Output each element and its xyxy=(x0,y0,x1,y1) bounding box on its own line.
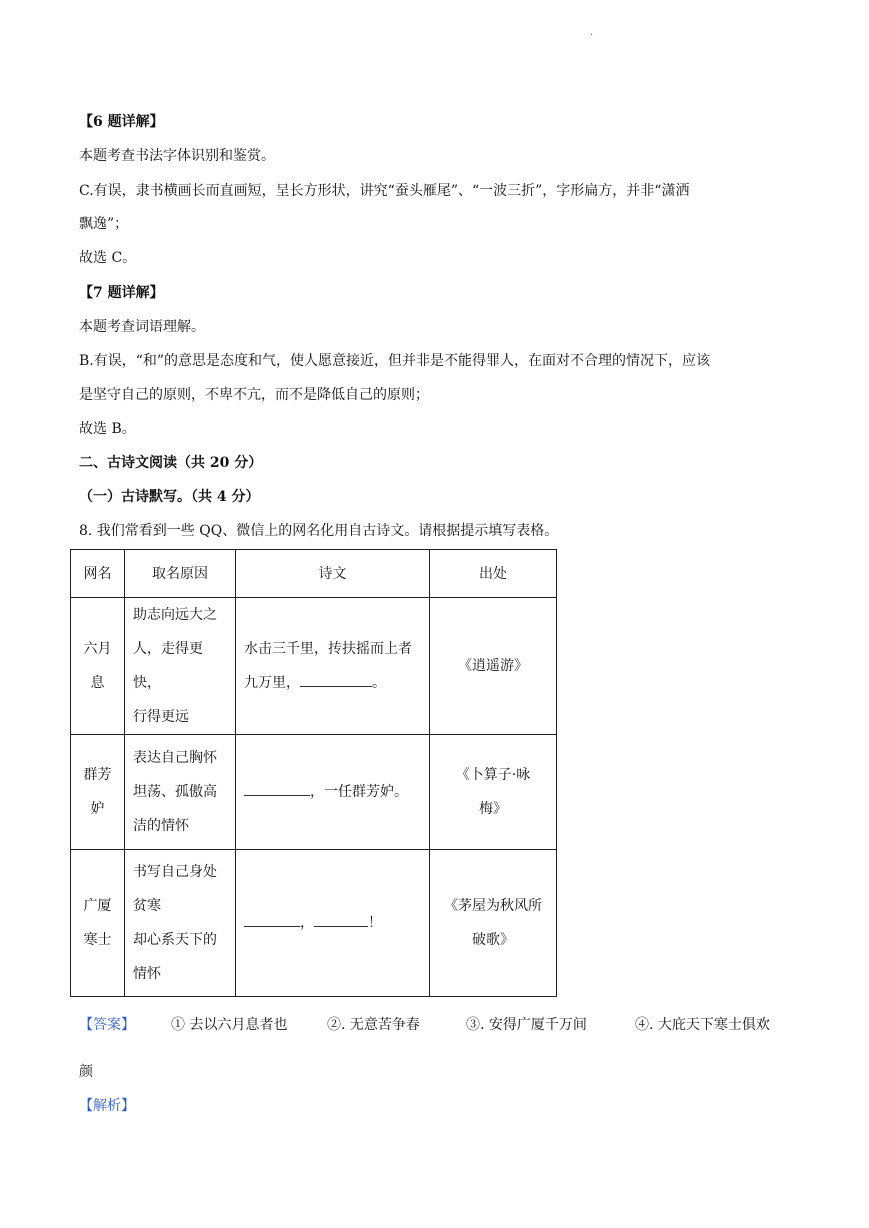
poem-table xyxy=(70,549,557,997)
q7-analysis-line1: B.有误，“和”的意思是态度和气，使人愿意接近，但并非是不能得罪人，在面对不合理的情况下，应该 xyxy=(79,353,711,369)
row2-name: 群芳 妒 xyxy=(71,735,125,850)
table-row xyxy=(71,598,557,735)
row1-name: 六月 息 xyxy=(71,598,125,735)
subsection1-title: （一）古诗默写。（共 4 分） xyxy=(79,489,260,505)
answer-item-3: ③. 安得广厦千万间 xyxy=(466,1017,587,1033)
q6-analysis-line2: 飘逸”； xyxy=(79,216,129,232)
q7-analysis-line2: 是坚守自己的原则，不卑不亢，而不是降低自己的原则； xyxy=(79,387,429,403)
q6-analysis-line1: C.有误，隶书横画长而直画短，呈长方形状，讲究“蚕头雁尾”、“一波三折”，字形扁方，并非“潇洒 xyxy=(79,183,690,199)
row1-reason: 助志向远大之 人，走得更快， 行得更远 xyxy=(125,598,236,735)
q7-intro: 本题考查词语理解。 xyxy=(79,319,205,335)
answer-item-1: ① 去以六月息者也 xyxy=(171,1017,288,1033)
header-cell-poem: 诗文 xyxy=(236,550,430,598)
row3-name: 广厦 寒士 xyxy=(71,850,125,997)
answer-blank[interactable] xyxy=(244,781,310,796)
row2-poem: ，一任群芳妒。 xyxy=(236,735,430,850)
q6-intro: 本题考查书法字体识别和鉴赏。 xyxy=(79,148,275,164)
row3-poem: ， ！ xyxy=(236,850,430,997)
header-cell-reason: 取名原因 xyxy=(125,550,236,598)
answer-item-4-continued: 颜 xyxy=(79,1064,93,1080)
answer-blank[interactable] xyxy=(300,672,372,687)
q8-prompt: 8. 我们常看到一些 QQ、微信上的网名化用自古诗文。请根据提示填写表格。 xyxy=(79,523,559,539)
row2-reason: 表达自己胸怀 坦荡、孤傲高 洁的情怀 xyxy=(125,735,236,850)
row3-reason: 书写自己身处 贫寒 却心系天下的 情怀 xyxy=(125,850,236,997)
section2-title: 二、古诗文阅读（共 20 分） xyxy=(79,455,263,471)
row3-source: 《茅屋为秋风所 破歌》 xyxy=(430,850,557,997)
answer-label: 【答案】 xyxy=(79,1017,135,1033)
q7-conclusion: 故选 B。 xyxy=(79,421,136,437)
row1-poem: 水击三千里，抟扶摇而上者 九万里， 。 xyxy=(236,598,430,735)
header-cell-name: 网名 xyxy=(71,550,125,598)
table-row xyxy=(71,850,557,997)
q6-heading: 【6 题详解】 xyxy=(79,114,164,130)
answer-item-4: ④. 大庇天下寒士俱欢 xyxy=(635,1017,770,1033)
answer-item-2: ②. 无意苦争春 xyxy=(327,1017,420,1033)
row1-source: 《逍遥游》 xyxy=(430,598,557,735)
header-cell-source: 出处 xyxy=(430,550,557,598)
answer-blank[interactable] xyxy=(314,912,368,927)
analysis-label: 【解析】 xyxy=(79,1098,135,1114)
answer-blank[interactable] xyxy=(244,912,300,927)
q6-conclusion: 故选 C。 xyxy=(79,250,137,266)
table-row xyxy=(71,735,557,850)
q7-heading: 【7 题详解】 xyxy=(79,285,164,301)
row2-source: 《卜算子·咏 梅》 xyxy=(430,735,557,850)
header-mark: · xyxy=(590,30,594,41)
table-header-row xyxy=(71,550,557,598)
